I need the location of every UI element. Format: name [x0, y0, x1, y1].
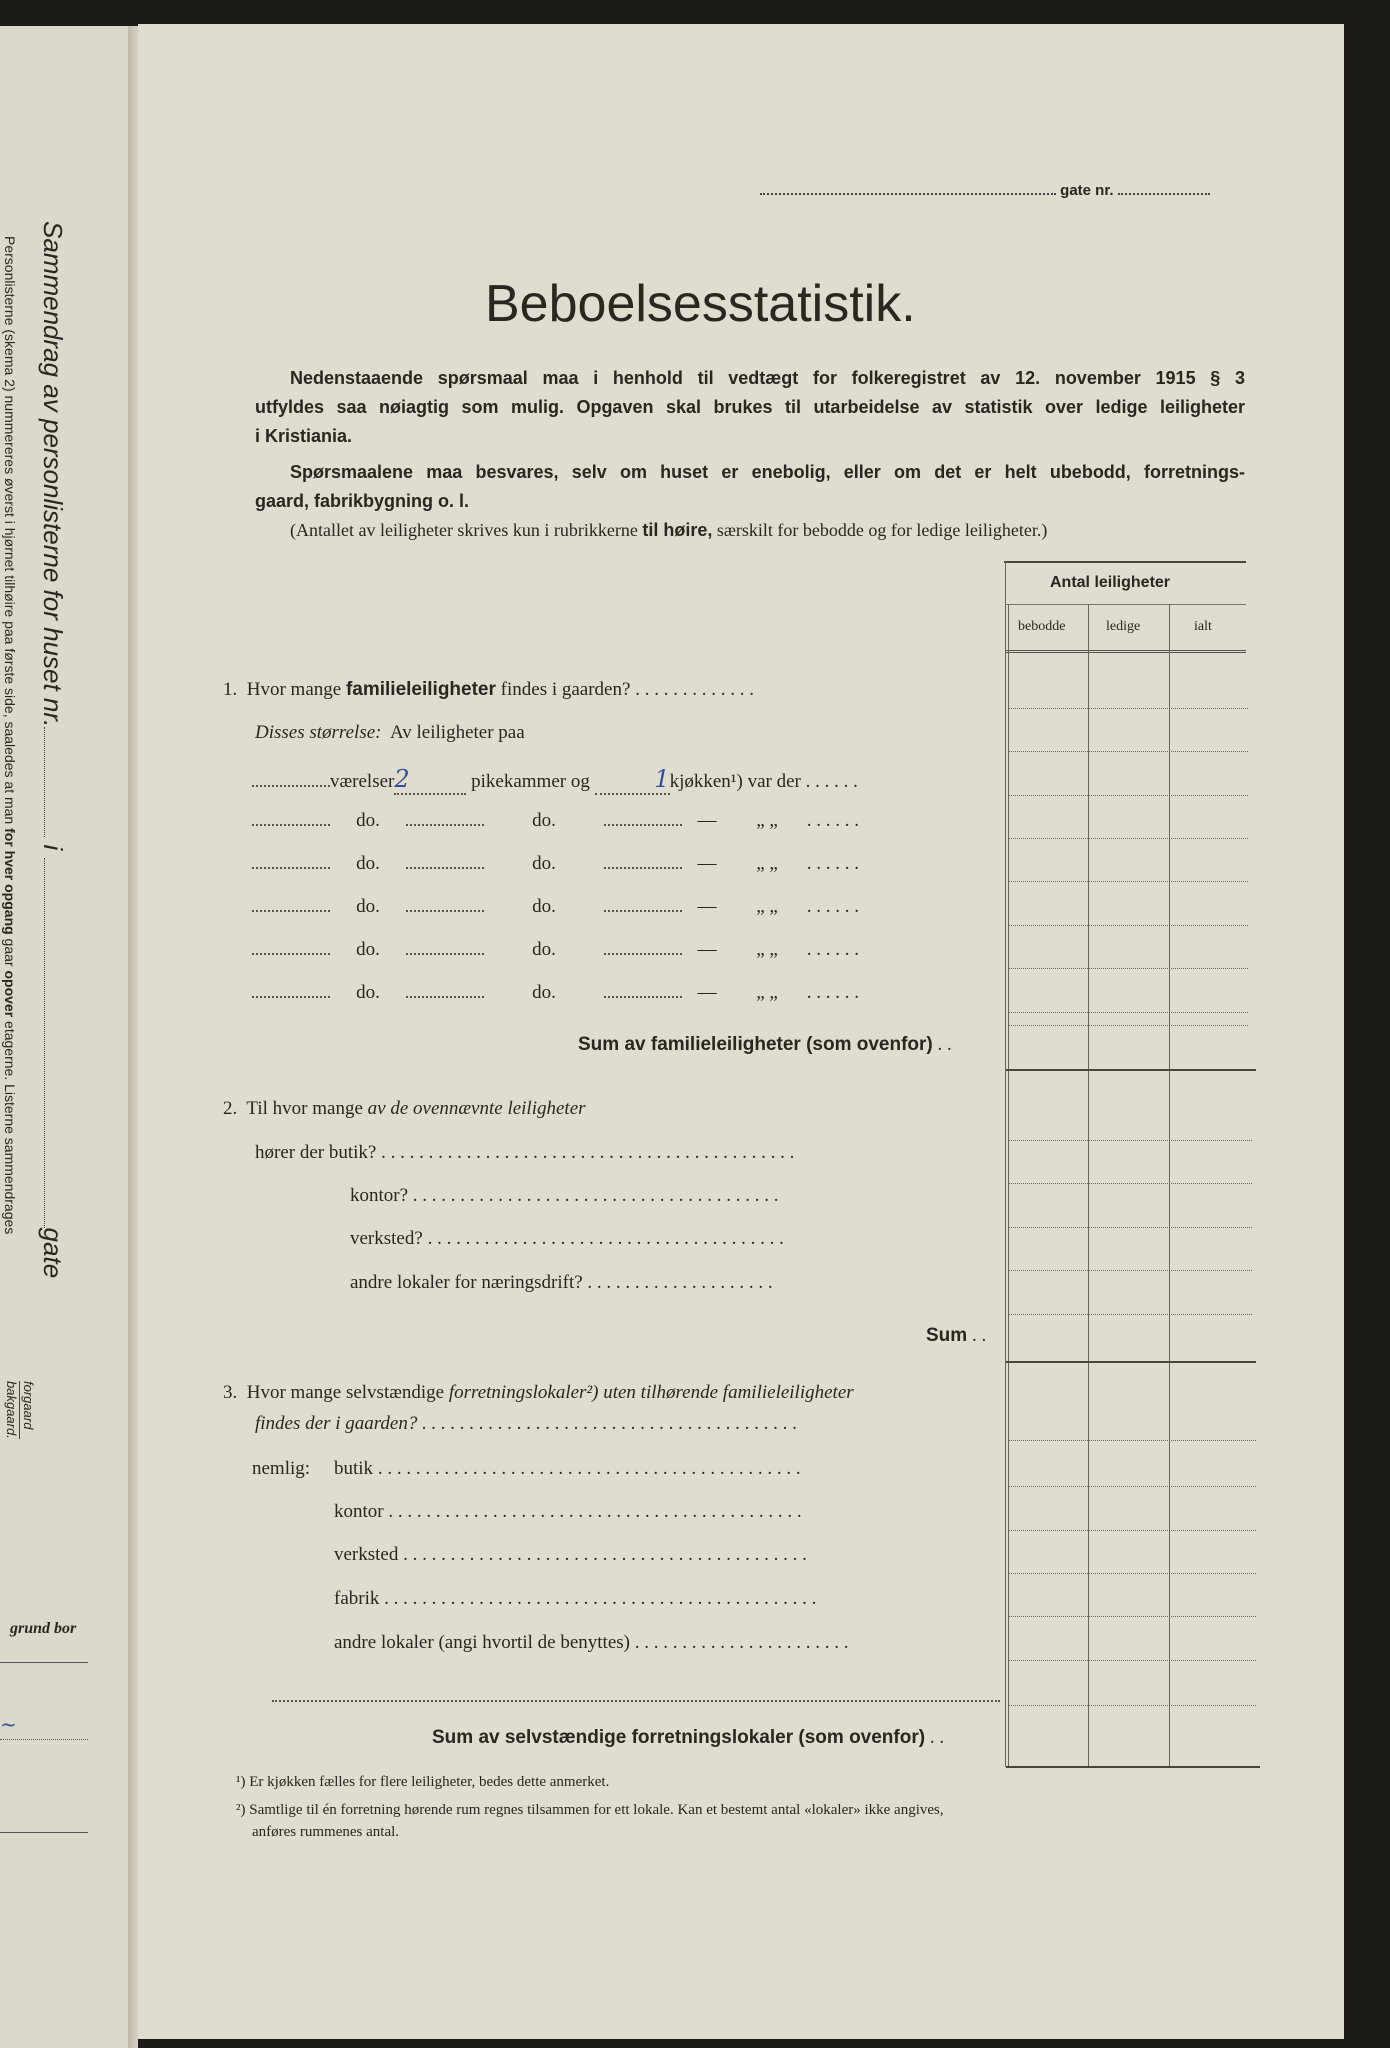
table-rule [1008, 1025, 1248, 1026]
kjokken-value: 1 [654, 765, 670, 793]
intro-line: gaard, fabrikbygning o. l. [255, 491, 470, 511]
table-rule [1008, 968, 1248, 969]
table-title: Antal leiligheter [1050, 574, 1171, 591]
do-row: do. do. — „ „ . . . . . . [252, 896, 859, 918]
q3-item: fabrik . . . . . . . . . . . . . . . . . . . . . . . . . . . . . . . . . . . . . . . . . . . . . . [334, 1588, 817, 1609]
q2-item: verksted? . . . . . . . . . . . . . . . . . . . . . . . . . . . . . . . . . . . . . . [350, 1228, 784, 1249]
grund-bor: grund bor [10, 1620, 77, 1637]
page-fold [128, 26, 138, 2048]
margin-instruction: Personlisterne (skema 2) nummereres øverst i hjørnet tilhøire paa første side, saaledes at man for hver opgang gaar opover etagerne. Listerne sammendrages [2, 236, 18, 1235]
q3-item: verksted . . . . . . . . . . . . . . . . . . . . . . . . . . . . . . . . . . . . . . . . . . . [334, 1544, 807, 1565]
footnote-1: ¹) Er kjøkken fælles for flere leiligheter, bedes dette anmerket. [236, 1774, 610, 1790]
table-rule [1008, 1314, 1252, 1315]
size-label: Disses størrelse: Av leiligheter paa [255, 722, 525, 743]
gate-nr-field: gate nr. [760, 182, 1210, 199]
q3-item: butik . . . . . . . . . . . . . . . . . . . . . . . . . . . . . . . . . . . . . . . . . . . . . [334, 1458, 801, 1479]
question-2: 2. Til hvor mange av de ovennævnte leiligheter [223, 1098, 586, 1119]
room-row: værelser2 pikekammer og 1kjøkken¹) var der . . . . . . [252, 765, 858, 795]
q2-item: andre lokaler for næringsdrift? . . . . . . . . . . . . . . . . . . . . [350, 1272, 773, 1293]
table-rule [1008, 1183, 1252, 1184]
question-3: 3. Hvor mange selvstændige forretningslokaler²) uten tilhørende familieleiligheter [223, 1382, 854, 1403]
intro-line: Spørsmaalene maa besvares, selv om huset er enebolig, eller om det er helt ubebodd, forretnings- [290, 462, 1245, 482]
table-rule [1008, 1616, 1256, 1617]
q3-sum: Sum av selvstændige forretningslokaler (som ovenfor) . . [432, 1727, 945, 1748]
intro-line: utfyldes saa nøiagtig som mulig. Opgaven skal brukes til utarbeidelse av statistik over ledige leiligheter [255, 397, 1245, 417]
do-row: do. do. — „ „ . . . . . . [252, 982, 859, 1004]
question-1: 1. Hvor mange familieleiligheter findes i gaarden? . . . . . . . . . . . . . [223, 679, 754, 700]
q2-item: hører der butik? . . . . . . . . . . . . . . . . . . . . . . . . . . . . . . . . . . . . . . . . . . . . [255, 1142, 795, 1163]
q3-item: kontor . . . . . . . . . . . . . . . . . . . . . . . . . . . . . . . . . . . . . . . . . . . . [334, 1501, 802, 1522]
table-rule [1008, 1227, 1252, 1228]
intro-line: Nedenstaaende spørsmaal maa i henhold til vedtægt for folkeregistret av 12. november 1915 § 3 [290, 368, 1245, 388]
do-row: do. do. — „ „ . . . . . . [252, 939, 859, 961]
left-margin-page [0, 26, 128, 2048]
nemlig: nemlig: [252, 1458, 311, 1479]
table-rule [1008, 751, 1248, 752]
table-rule [1008, 838, 1248, 839]
intro-note: (Antallet av leiligheter skrives kun i rubrikkerne til høire, særskilt for bebodde og for ledige leiligheter.) [290, 520, 1048, 540]
q2-sum: Sum . . [926, 1325, 987, 1346]
q3-item: andre lokaler (angi hvortil de benyttes) . . . . . . . . . . . . . . . . . . . . . . . [334, 1632, 849, 1653]
table-rule [1008, 1440, 1256, 1441]
table-rule [1008, 1270, 1252, 1271]
table-rule [1008, 925, 1248, 926]
vaerelser-value: 2 [394, 765, 410, 793]
intro-line: i Kristiania. [255, 426, 353, 446]
table-rule [1008, 1486, 1256, 1487]
forgaard-bakgaard: forgaard bakgaard. [4, 1381, 36, 1439]
table-rule [1008, 1140, 1252, 1141]
table-rule [1008, 1660, 1256, 1661]
table-rule [1008, 1012, 1248, 1013]
do-row: do. do. — „ „ . . . . . . [252, 810, 859, 832]
footnote-2-cont: anføres rummenes antal. [252, 1824, 400, 1840]
table-rule [1008, 795, 1248, 796]
table-rule [1008, 708, 1248, 709]
handwriting: ~ [0, 1712, 17, 1736]
footnote-2: ²) Samtlige til én forretning hørende rum regnes tilsammen for ett lokale. Kan et bestemt antal «lokaler» ikke angives, [236, 1802, 944, 1818]
col-ialt: ialt [1194, 619, 1212, 634]
q3-line2: findes der i gaarden? . . . . . . . . . . . . . . . . . . . . . . . . . . . . . . . . . . . . . . . . [255, 1413, 798, 1434]
margin-title: Sammendrag av personlisterne for huset nr. i gate [38, 221, 68, 1279]
page-title: Beboelsesstatistik. [485, 275, 916, 333]
table-rule [1008, 1530, 1256, 1531]
col-bebodde: bebodde [1018, 619, 1066, 634]
q2-item: kontor? . . . . . . . . . . . . . . . . . . . . . . . . . . . . . . . . . . . . . . . [350, 1185, 779, 1206]
table-rule [1008, 1705, 1256, 1706]
table-rule [1008, 1573, 1256, 1574]
do-row: do. do. — „ „ . . . . . . [252, 853, 859, 875]
q1-sum: Sum av familieleiligheter (som ovenfor) . . [578, 1034, 952, 1055]
table-rule [1008, 881, 1248, 882]
col-ledige: ledige [1106, 619, 1141, 634]
